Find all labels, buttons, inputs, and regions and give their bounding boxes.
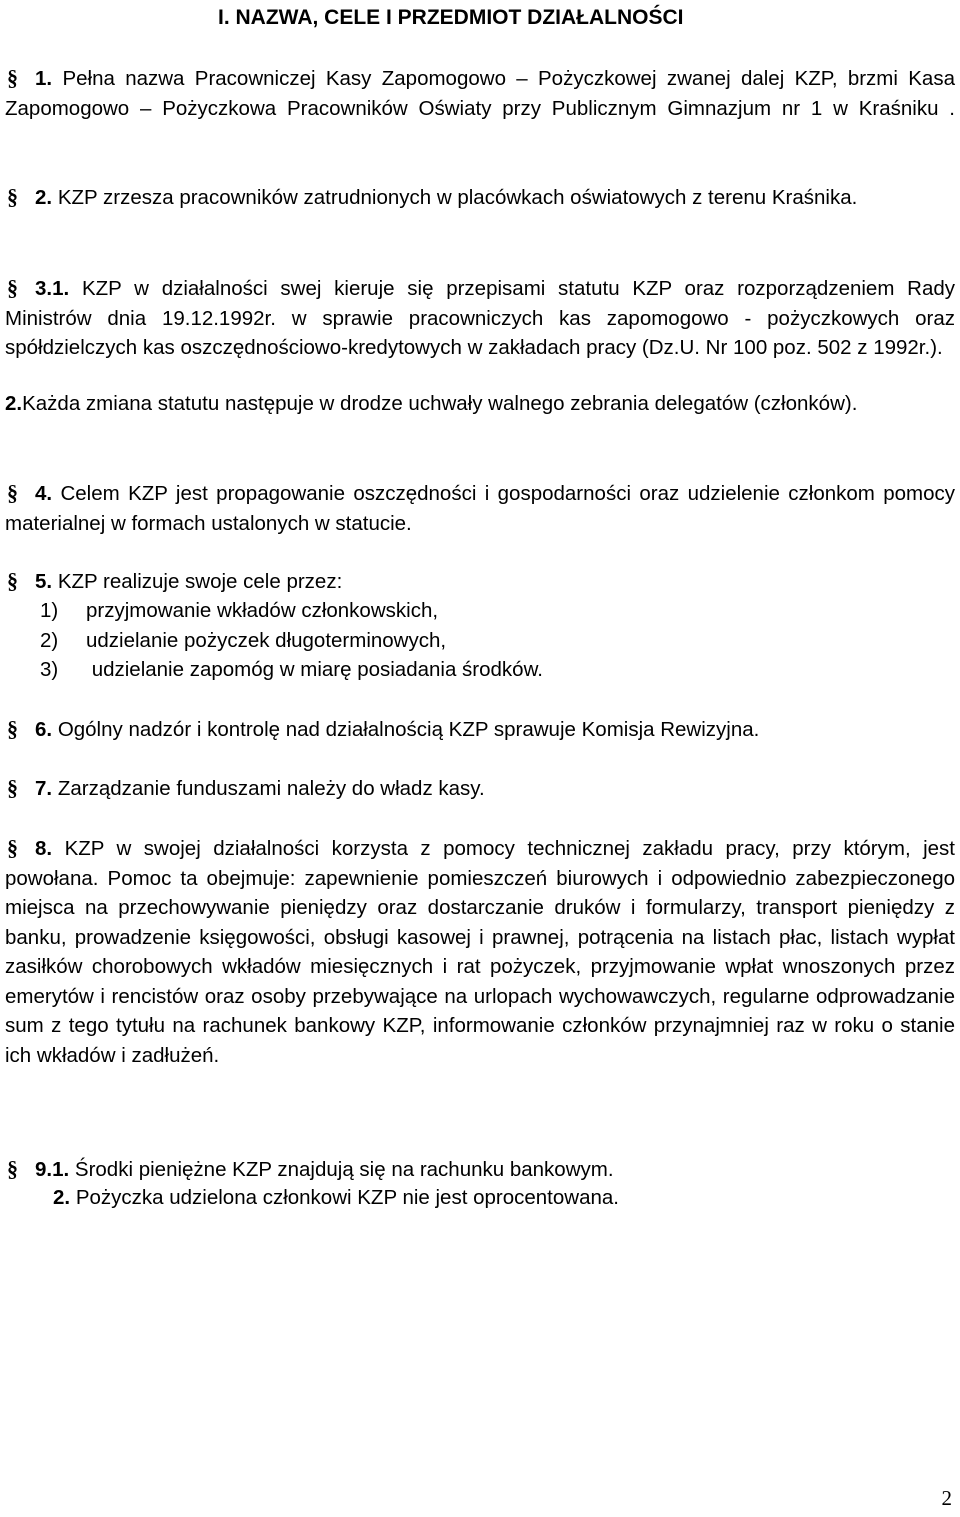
section-7-paragraph bbox=[5, 773, 955, 804]
section-sign: § bbox=[7, 480, 18, 505]
section-text: Ogólny nadzór i kontrolę nad działalnością KZP sprawuje Komisja Rewizyjna. bbox=[57, 718, 760, 741]
section-3-paragraph bbox=[5, 273, 955, 363]
list-item-text: przyjmowanie wkładów członkowskich, bbox=[86, 599, 439, 622]
chapter-heading: I. NAZWA, CELE I PRZEDMIOT DZIAŁALNOŚCI bbox=[218, 6, 684, 29]
section-number: 1. bbox=[35, 67, 53, 90]
section-text: KZP w swojej działalności korzysta z pomocy technicznej zakładu pracy, przy którym, jest powołana. Pomoc ta obejmuje: zapewnienie pomieszczeń biurowych i odpowiednio zabezpieczonego miejsca na przechowywanie pieniędzy oraz dostarczanie druków i formularzy, transport pieniędzy z banku, prowadzenie księgowości, obsługi kasowej i prawnej, potrącenia na listach płac, listach wypłat zasiłków chorobowych wkładów miesięcznych i rat pożyczek, przyjmowanie wpłat wnoszonych przez emerytów i rencistów oraz osoby przebywające na urlopach wychowawczych, regularne odprowadzanie sum z tego tytułu na rachunek bankowy KZP, informowanie członków przynajmniej raz w roku o stanie ich wkładów i zadłużeń. bbox=[5, 837, 955, 1067]
page-number: 2 bbox=[941, 1486, 952, 1510]
section-number: 3.1. bbox=[35, 277, 70, 300]
section-sign: § bbox=[7, 835, 18, 860]
section-text: Pełna nazwa Pracowniczej Kasy Zapomogowo – Pożyczkowej zwanej dalej KZP, brzmi Kasa Zapomogowo – Pożyczkowa Pracowników Oświaty przy Publicznym Gimnazjum nr 1 w Kraśniku . bbox=[5, 67, 955, 120]
section-number: 2. bbox=[35, 186, 53, 209]
list-item bbox=[40, 626, 543, 656]
section-3-subparagraph bbox=[5, 389, 955, 419]
section-8-paragraph bbox=[5, 833, 955, 1070]
section-sign: § bbox=[7, 716, 18, 741]
section-number: 5. bbox=[35, 570, 53, 593]
subsection-number: 2. bbox=[5, 392, 23, 415]
section-number: 4. bbox=[35, 482, 53, 505]
section-number: 6. bbox=[35, 718, 53, 741]
list-marker: 3) bbox=[40, 658, 59, 681]
section-2-paragraph bbox=[5, 182, 955, 213]
section-sign: § bbox=[7, 184, 18, 209]
section-number: 9.1. bbox=[35, 1158, 70, 1181]
section-sign: § bbox=[7, 775, 18, 800]
section-text: Celem KZP jest propagowanie oszczędności i gospodarności oraz udzielenie członkom pomocy materialnej w formach ustalonych w statucie. bbox=[5, 482, 955, 535]
section-text: KZP realizuje swoje cele przez: bbox=[57, 570, 343, 593]
section-text: KZP w działalności swej kieruje się przepisami statutu KZP oraz rozporządzeniem Rady Ministrów dnia 19.12.1992r. w sprawie pracowniczych kas zapomogowo - pożyczkowych oraz spółdzielczych kas oszczędnościowo-kredytowych w zakładach pracy (Dz.U. Nr 100 poz. 502 z 1992r.). bbox=[5, 277, 955, 359]
section-sign: § bbox=[7, 275, 18, 300]
list-item-text: udzielanie zapomóg w miarę posiadania środków. bbox=[86, 658, 543, 681]
section-9-subparagraph bbox=[53, 1183, 619, 1213]
subsection-text: Każda zmiana statutu następuje w drodze uchwały walnego zebrania delegatów (członków). bbox=[22, 392, 858, 415]
section-6-paragraph bbox=[5, 714, 955, 745]
section-sign: § bbox=[7, 568, 18, 593]
section-number: 8. bbox=[35, 837, 53, 860]
subsection-text: Pożyczka udzielona członkowi KZP nie jest oprocentowana. bbox=[75, 1186, 619, 1209]
section-9-paragraph bbox=[5, 1154, 955, 1185]
section-text: Środki pieniężne KZP znajdują się na rachunku bankowym. bbox=[74, 1158, 614, 1181]
list-item bbox=[40, 655, 543, 685]
section-sign: § bbox=[7, 1156, 18, 1181]
list-marker: 2) bbox=[40, 628, 59, 652]
section-text: KZP zrzesza pracowników zatrudnionych w placówkach oświatowych z terenu Kraśnika. bbox=[57, 186, 858, 209]
list-item bbox=[40, 596, 543, 626]
subsection-number: 2. bbox=[53, 1186, 71, 1209]
section-number: 7. bbox=[35, 777, 53, 800]
section-sign: § bbox=[7, 65, 18, 90]
section-1-paragraph bbox=[5, 63, 955, 123]
list-marker: 1) bbox=[40, 599, 59, 622]
section-4-paragraph bbox=[5, 478, 955, 538]
section-text: Zarządzanie funduszami należy do władz kasy. bbox=[57, 777, 485, 800]
section-5-paragraph bbox=[5, 566, 955, 597]
section-5-list bbox=[40, 596, 543, 685]
list-item-text: udzielanie pożyczek długoterminowych, bbox=[86, 628, 447, 652]
